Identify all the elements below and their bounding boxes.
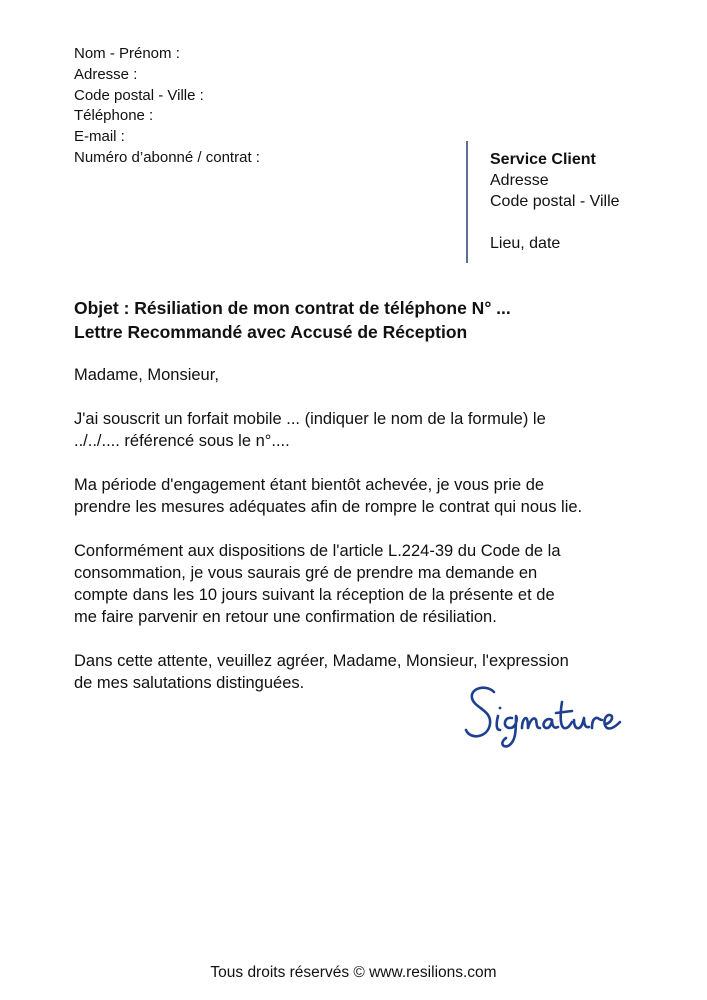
sender-address-line: Adresse : [74,65,138,83]
paragraph-line: me faire parvenir en retour une confirmation de résiliation. [74,608,497,626]
subject-block [74,296,511,344]
paragraph-subscription [74,408,654,452]
recipient-city: Code postal - Ville [490,193,620,210]
recipient-name: Service Client [490,151,596,168]
paragraph-line: compte dans les 10 jours suivant la réception de la présente et de [74,586,555,604]
sender-phone-line: Téléphone : [74,107,154,125]
subject-line: Objet : Résiliation de mon contrat de téléphone N° ... [74,298,511,318]
sender-name-line: Nom - Prénom : [74,45,180,62]
paragraph-line: Ma période d'engagement étant bientôt achevée, je vous prie de [74,476,545,494]
paragraph-line: ../../.... référencé sous le n°.... [74,432,290,450]
paragraph-legal [74,540,654,628]
recipient-address: Adresse [490,172,549,189]
paragraph-line: J'ai souscrit un forfait mobile ... (indiquer le nom de la formule) le [74,410,546,428]
paragraph-line: Conformément aux dispositions de l'article L.224-39 du Code de la [74,542,561,560]
sender-block [74,44,260,169]
sender-email-line: E-mail : [74,128,125,146]
handwritten-signature [460,680,640,750]
salutation-text: Madame, Monsieur, [74,366,219,384]
paragraph-line: consommation, je vous saurais gré de prendre ma demande en [74,564,538,582]
recipient-divider [466,141,468,263]
subject-mail-type: Lettre Recommandé avec Accusé de Réception [74,322,468,342]
paragraph-line: de mes salutations distinguées. [74,674,305,692]
sender-contract-line: Numéro d’abonné / contrat : [74,148,260,166]
paragraph-line: prendre les mesures adéquates afin de rompre le contrat qui nous lie. [74,498,583,516]
recipient-spacer [490,212,620,233]
paragraph-engagement [74,474,654,518]
recipient-block [490,149,620,254]
salutation [74,364,654,386]
footer-copyright: Tous droits réservés © www.resilions.com [210,964,497,981]
sender-city-line: Code postal - Ville : [74,86,204,104]
paragraph-line: Dans cette attente, veuillez agréer, Madame, Monsieur, l'expression [74,652,569,670]
signature-text: Signature [460,680,465,681]
place-date: Lieu, date [490,235,561,252]
letter-body [74,364,654,716]
